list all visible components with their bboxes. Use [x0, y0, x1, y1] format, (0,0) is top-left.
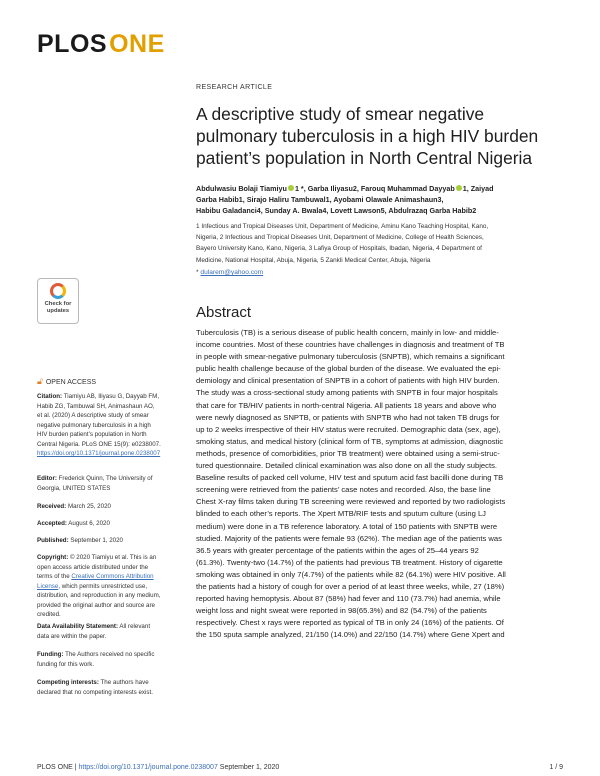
funding-text: The Authors received no specific funding for this work. — [37, 651, 155, 668]
data-availability-label: Data Availability Statement: — [37, 623, 119, 630]
abstract-line: medium) were done in a TB reference laboratory. A total of 150 patients with SNPTB were — [196, 521, 498, 531]
author-name: Garba Habib1, Sirajo Haliru Tambuwal1, Ayobami Olawale Animashaun3, — [196, 195, 444, 205]
received-block — [37, 502, 161, 512]
abstract-line: studied. Majority of the patients were female 93 (62%). The median age of the patients was — [196, 533, 502, 543]
editor-block — [37, 474, 161, 493]
author-name: Habibu Galadanci4, Sunday A. Bwala4, Lovett Lawson5, Abdulrazaq Garba Habib2 — [196, 206, 477, 216]
author-name: 1, Zaiyad — [462, 184, 494, 193]
accepted-block — [37, 519, 161, 529]
corresponding-email — [196, 269, 570, 276]
abstract-line: tured questionnaire. Detailed clinical examination was also done on all the study subjects. — [196, 461, 497, 471]
citation-doi-link[interactable]: https://doi.org/10.1371/journal.pone.0238007 — [37, 450, 161, 457]
check-updates-label: updates — [46, 308, 70, 314]
abstract-line: Baseline results of packed cell volume, HIV test and sputum acid fast bacilli done during TB — [196, 473, 504, 483]
abstract-line: in people with smear-negative pulmonary tuberculosis (SNPTB), which remains a significant — [196, 352, 505, 362]
competing-interests-block — [37, 678, 161, 697]
data-availability-block — [37, 622, 161, 641]
abstract-line: 36.5 years with greater percentage of the patients within the ages of 25–44 years 92 — [196, 545, 479, 555]
abstract-line: weight loss and night sweat were reported in 98(65.3%) and 82 (54.7%) of the patients — [196, 606, 487, 616]
abstract-line: income countries. Most of these countries have challenges in diagnosis and treatment of TB — [196, 340, 505, 350]
author-name: 2, Farouq Muhammad Dayyab — [352, 184, 455, 193]
affiliation-line: Medicine, National Hospital, Abuja, Nigeria, 5 Zankli Medical Center, Abuja, Nigeria — [196, 256, 431, 264]
check-updates-label: Check for — [44, 301, 72, 307]
affiliation-line: 1 Infectious and Tropical Diseases Unit, Department of Medicine, Aminu Kano Teaching Hospital, Kano, — [196, 223, 489, 230]
affiliations — [196, 221, 570, 266]
abstract-line: blinded to each other’s reports. The Xpert MTB/RIF tests and sputum culture (using LJ — [196, 509, 486, 519]
copyright-block — [37, 553, 161, 620]
check-for-updates-button[interactable] — [37, 278, 79, 324]
abstract-line: that care for TB/HIV patients in north-central Nigeria. All patients 18 years and above who — [196, 400, 497, 410]
footer-journal: PLOS ONE | — [37, 764, 79, 771]
open-access-icon: 🔓︎ — [37, 376, 43, 386]
article-title: A descriptive study of smear negative pulmonary tuberculosis in a high HIV burden patient’s population in North Central Nigeria — [196, 104, 539, 168]
check-for-updates-icon — [50, 283, 66, 299]
abstract-line: smoking was obtained in only 7(4.7%) of the patients while 82 (64.1%) were HIV positive. All — [196, 569, 506, 579]
footer-doi-link[interactable]: https://doi.org/10.1371/journal.pone.0238007 — [78, 764, 218, 771]
editor-label: Editor: — [37, 475, 57, 482]
accepted-date: August 6, 2020 — [66, 520, 110, 527]
affiliation-line: Nigeria, 2 Infectious and Tropical Diseases Unit, Department of Medicine, College of Health Sciences, — [196, 234, 484, 242]
author-name: 1 *, Garba Iliyasu — [294, 184, 353, 193]
footer-citation — [37, 764, 279, 771]
abstract-heading: Abstract — [196, 304, 252, 321]
copyright-text-end: , which permits unrestricted use, distribution, and reproduction in any medium, provided the original author and source are credited. — [37, 582, 161, 618]
abstract-line: Chest X-ray films taken during TB screening were reviewed and reported by two radiologists — [196, 497, 506, 507]
citation-text: Tiamiyu AB, Iliyasu G, Dayyab FM, Habib ZG, Tambuwal SH, Animashaun AO, et al. (2020) A descriptive study of smear negative pulmonary tuberculosis in a high HIV burden patient’s population in North Central Nigeria. PLoS ONE 15(9): e0238007. — [37, 393, 161, 448]
abstract-line: respectively. Chest x rays were reported as typical of TB in only 24 (16%) of the patients. Of — [196, 618, 504, 628]
received-date: March 25, 2020 — [66, 503, 111, 510]
journal-logo-plos: PLOS — [37, 30, 108, 58]
abstract-line: demiology and clinical presentation of SNPTB in a cohort of patients with high HIV burden. — [196, 376, 500, 386]
orcid-icon[interactable] — [456, 185, 462, 191]
received-label: Received: — [37, 503, 67, 510]
abstract-line: (61.3%). Twenty-two (14.7%) of the patients had previous TB treatment. History of cigarette — [196, 557, 503, 567]
article-type: RESEARCH ARTICLE — [196, 84, 273, 91]
abstract-line: smoking status, and medical history (clinical form of TB, symptoms at admission, diagnostic — [196, 436, 504, 446]
published-date: September 1, 2020 — [68, 537, 123, 544]
affiliation-line: Bayero University Kano, Kano, Nigeria, 3 Lafiya Group of Hospitals, Ibadan, Nigeria, 4 Department of — [196, 245, 482, 253]
funding-block — [37, 650, 161, 669]
email-link[interactable]: dularem@yahoo.com — [200, 269, 264, 276]
abstract-line: public health challenge because of the global burden of the disease. We evaluated the epi- — [196, 364, 501, 374]
author-name: Abdulwasiu Bolaji Tiamiyu — [196, 184, 287, 193]
competing-interests-label: Competing interests: — [37, 679, 99, 686]
author-list — [196, 183, 570, 217]
citation-label: Citation: — [37, 393, 63, 400]
editor-text: Frederick Quinn, The University of Georgia, UNITED STATES — [37, 475, 153, 492]
abstract-line: the 150 sputa sample analyzed, 21/150 (14.0%) and 22/150 (14.7%) where Gene Xpert and — [196, 630, 505, 640]
accepted-label: Accepted: — [37, 520, 67, 527]
open-access-label: OPEN ACCESS — [45, 379, 97, 386]
published-block — [37, 536, 161, 546]
copyright-text: © 2020 Tiamiyu et al. This is an open access article distributed under the terms of the — [37, 554, 157, 580]
abstract-line: reported having hemoptysis. About 87 (58%) had fever and 110 (73.7%) had anemia, while — [196, 594, 501, 604]
open-access-badge — [37, 376, 161, 387]
journal-logo — [37, 30, 165, 59]
abstract-line: screening were retrieved from the patients’ case notes and recorded. Also, the base line — [196, 485, 491, 495]
abstract-line: the patients had a history of cough for over a period of at least three weeks, while, 27 (18%) — [196, 581, 505, 591]
citation-block — [37, 392, 161, 459]
orcid-icon[interactable] — [288, 185, 294, 191]
abstract-line: The study was a cross-sectional study among patients with SNPTB in four major hospitals — [196, 388, 498, 398]
data-availability-text: All relevant data are within the paper. — [37, 623, 151, 640]
abstract-line: methods, presence of comorbidities, prior TB treatment) were obtained using a semi-struc- — [196, 448, 500, 458]
copyright-label: Copyright: — [37, 554, 69, 561]
funding-label: Funding: — [37, 651, 64, 658]
competing-interests-text: The authors have declared that no competing interests exist. — [37, 679, 153, 696]
license-link[interactable]: Creative Commons Attribution License — [37, 573, 154, 590]
page-number: 1 / 9 — [549, 764, 563, 771]
published-label: Published: — [37, 537, 69, 544]
abstract-line: were newly diagnosed as SNPTB, or patients with SNPTB who had not taken TB drugs for — [196, 412, 500, 422]
abstract-body — [196, 327, 570, 641]
email-prefix: * — [196, 269, 201, 276]
abstract-line: Tuberculosis (TB) is a serious disease of public health concern, mainly in low- and middle- — [196, 328, 499, 337]
footer-date: September 1, 2020 — [217, 764, 280, 771]
journal-logo-one: ONE — [109, 30, 165, 58]
abstract-line: up to 2 weeks irrespective of their HIV status were recruited. Demographic data (sex, age), — [196, 424, 501, 434]
